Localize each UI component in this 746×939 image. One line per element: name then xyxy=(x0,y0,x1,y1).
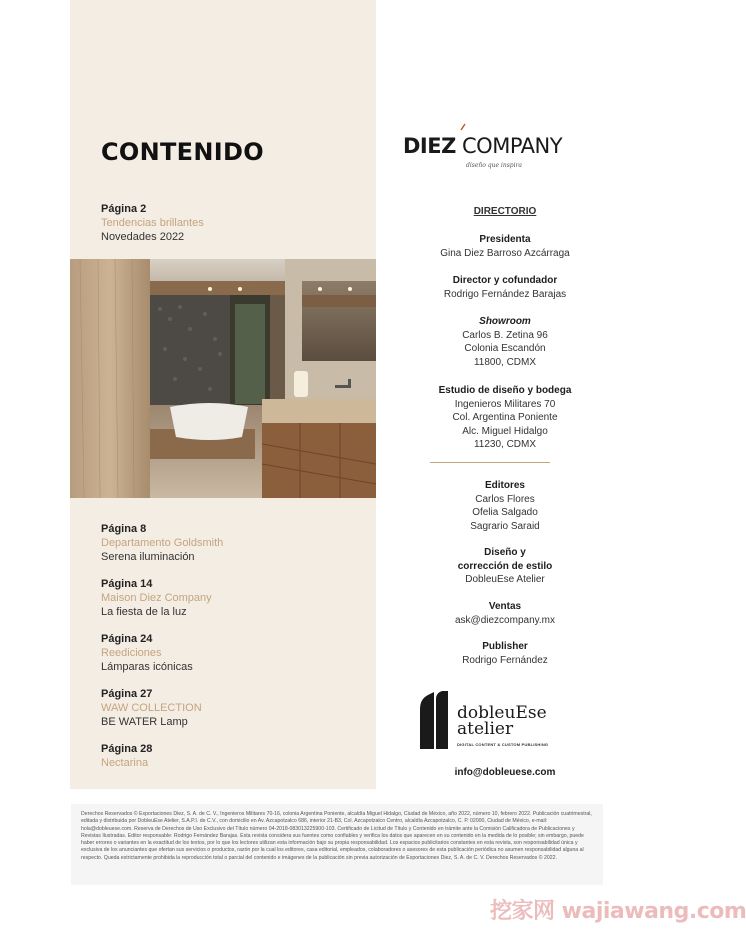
entry-subtitle: Lámparas icónicas xyxy=(101,661,193,673)
entry-page: Página 28 xyxy=(101,743,153,755)
section-divider xyxy=(430,462,550,463)
directory-publisher: Publisher Rodrigo Fernández xyxy=(462,641,548,666)
contents-title: CONTENIDO xyxy=(101,138,264,166)
entry-subtitle: Novedades 2022 xyxy=(101,231,185,243)
contents-entry xyxy=(101,742,152,770)
legal-notice: Derechos Reservados © Exportaciones Diez, S. A. de C. V., Ingenieros Militares 70-16, colonia Argentina Poniente, alcaldía Miguel Hidalgo, Ciudad de México, año 2022, número 10, febrero 2022. Publicación cuatrimestral, editada y distribuida por DobleuEse Atelier, S.A.P.I. de C.V., con domicilio en Av. Azcapotzalco 686, interior 21-B3, Col. Azcapotzalco Centro, alcaldía Azcapotzalco, C. P. 02000, Ciudad de México, e-mail: hola@dobleuese.com. Reserva de Derechos de Uso Exclusivo del Título número 04-2018-083013225900-103. Certificado de Licitud de Título y Contenido en trámite ante la Comisión Calificadora de Publicaciones y Revistas Ilustradas. Editor responsable: Rodrigo Fernández Barajas. Esta revista considera sus fuentes como confiables y verifica los datos que aparecen en su contenido en la medida de lo posible; sin embargo, puede haber errores o variantes en la exactitud de los textos, por lo que los lectores utilizan esta información bajo su propia responsabilidad. Los espacios publicitarios constantes en esta revista, son responsabilidad única y exclusiva de los anunciantes que ofertan sus servicios o productos, razón por la cual los editores, casa editorial, empleados, colaboradores o asesores de esta publicación periódica no asumen responsabilidad alguna al respecto. Queda estrictamente prohibida la reproducción total o parcial del contenido e imágenes de la publicación sin previa autorización de Exportaciones Diez, S. A. de C. V. Derechos Reservados © 2022. xyxy=(71,804,603,885)
logo-tagline: diseño que inspira xyxy=(466,162,523,169)
directory-diseno: Diseño y corrección de estilo DobleuEse Atelier xyxy=(457,547,553,586)
entry-subtitle: Serena iluminación xyxy=(101,551,195,563)
contents-entry xyxy=(101,687,202,729)
entry-page: Página 14 xyxy=(101,578,153,590)
entry-page: Página 2 xyxy=(101,203,147,215)
bathroom-photo xyxy=(70,259,376,498)
entry-page: Página 8 xyxy=(101,523,147,535)
logo-brand-bold: DIEZ xyxy=(403,134,456,158)
entry-subtitle: La fiesta de la luz xyxy=(101,606,187,618)
logo-accent-icon xyxy=(460,124,466,130)
entry-subtitle: BE WATER Lamp xyxy=(101,716,188,728)
entry-section: Maison Diez Company xyxy=(101,592,212,604)
contents-entry xyxy=(101,632,193,674)
contents-entry xyxy=(101,577,212,619)
atelier-name: dobleuEse atelier xyxy=(457,703,547,739)
directory-title: DIRECTORIO xyxy=(473,206,537,217)
ventas-email-link[interactable]: ask@diezcompany.mx xyxy=(455,614,555,626)
site-watermark: 挖家网 wajiawang.com xyxy=(490,899,746,924)
entry-page: Página 27 xyxy=(101,688,153,700)
entry-section: Reediciones xyxy=(101,647,162,659)
entry-section: Departamento Goldsmith xyxy=(101,537,224,549)
atelier-email-link[interactable]: info@dobleuese.com xyxy=(454,767,556,778)
atelier-subtitle: DIGITAL CONTENT & CUSTOM PUBLISHING xyxy=(457,742,549,747)
directory-ventas: Ventas ask@diezcompany.mx xyxy=(405,600,605,627)
contents-entry xyxy=(101,522,223,564)
entry-section: WAW COLLECTION xyxy=(101,702,202,714)
logo-brand-light: COMPANY xyxy=(462,134,563,158)
directory-editores: Editores Carlos Flores Ofelia Salgado Sagrario Saraid xyxy=(470,480,540,532)
directory-director: Director y cofundador Rodrigo Fernández Barajas xyxy=(443,275,567,300)
directory-presidenta: Presidenta Gina Diez Barroso Azcárraga xyxy=(440,234,570,259)
directory-estudio: Estudio de diseño y bodega Ingenieros Militares 70 Col. Argentina Poniente Alc. Miguel Hidalgo 11230, CDMX xyxy=(438,385,572,451)
entry-section: Tendencias brillantes xyxy=(101,217,204,229)
contents-entry xyxy=(101,202,204,244)
entry-section: Nectarina xyxy=(101,757,149,769)
directory-showroom: Showroom Carlos B. Zetina 96 Colonia Escandón 11800, CDMX xyxy=(462,316,548,368)
entry-page: Página 24 xyxy=(101,633,153,645)
